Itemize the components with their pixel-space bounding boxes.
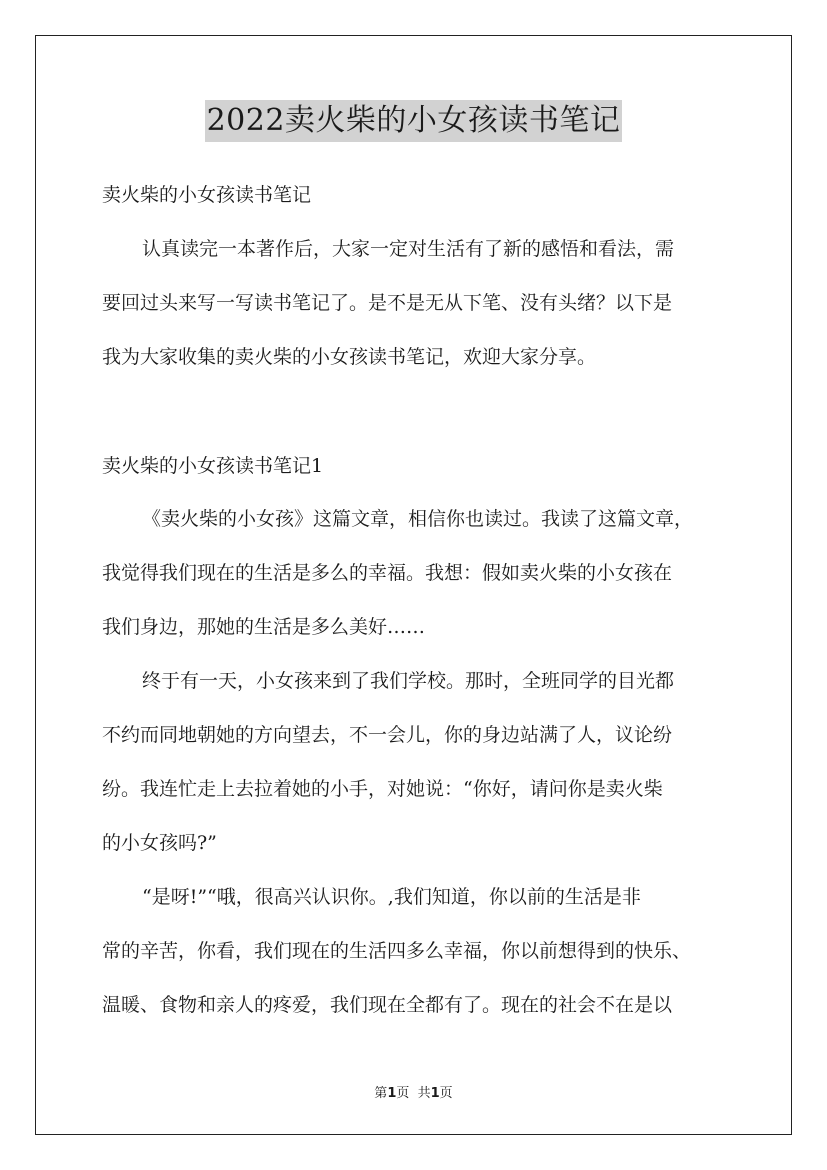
section-heading: 卖火柴的小女孩读书笔记: [102, 184, 312, 206]
paragraph-line: 我觉得我们现在的生活是多么的幸福。我想：假如卖火柴的小女孩在: [102, 562, 673, 584]
footer-page-number: 1: [387, 1086, 397, 1101]
footer-suffix: 页: [439, 1086, 453, 1101]
footer-prefix: 第: [374, 1086, 388, 1101]
paragraph-line: 我们身边，那她的生活是多么美好……: [102, 616, 426, 638]
section-heading: 卖火柴的小女孩读书笔记1: [102, 455, 324, 477]
paragraph-line: 不约而同地朝她的方向望去，不一会儿，你的身边站满了人，议论纷: [102, 724, 673, 746]
paragraph-line: “是呀!”“哦，很高兴认识你。,我们知道，你以前的生活是非: [142, 886, 641, 908]
paragraph-line: 要回过头来写一写读书笔记了。是不是无从下笔、没有头绪？以下是: [102, 292, 673, 314]
paragraph-line: 的小女孩吗?”: [102, 832, 217, 854]
document-title: 2022卖火柴的小女孩读书笔记: [205, 100, 623, 142]
paragraph-line: 纷。我连忙走上去拉着她的小手，对她说：“你好，请问你是卖火柴: [102, 778, 663, 800]
paragraph-line: 终于有一天，小女孩来到了我们学校。那时，全班同学的目光都: [142, 670, 675, 692]
paragraph-line: 认真读完一本著作后，大家一定对生活有了新的感悟和看法，需: [142, 238, 675, 260]
paragraph-line: 常的辛苦，你看，我们现在的生活四多么幸福，你以前想得到的快乐、: [102, 940, 692, 962]
paragraph-line: 我为大家收集的卖火柴的小女孩读书笔记，欢迎大家分享。: [102, 346, 597, 368]
title-container: [0, 100, 827, 142]
page-footer: [0, 1082, 827, 1101]
footer-mid: 页 共: [396, 1086, 431, 1101]
paragraph-line: 《卖火柴的小女孩》这篇文章，相信你也读过。我读了这篇文章，: [142, 508, 694, 530]
paragraph-line: 温暖、食物和亲人的疼爱，我们现在全都有了。现在的社会不在是以: [102, 994, 673, 1016]
footer-total-pages: 1: [430, 1086, 440, 1101]
